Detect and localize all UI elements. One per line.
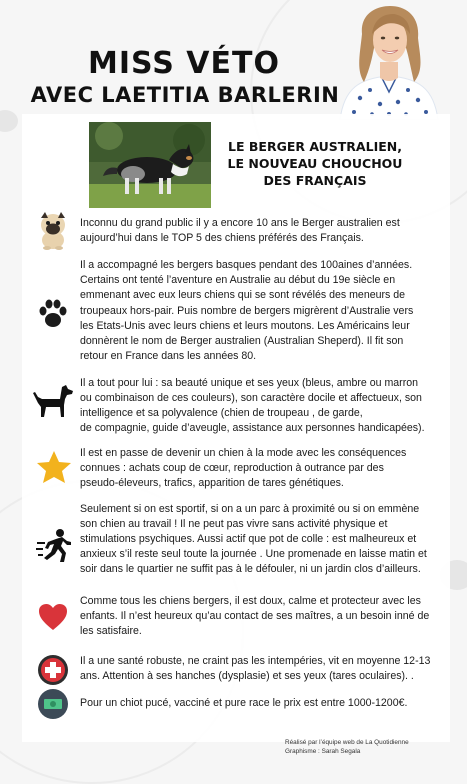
paragraph-line: emmenant avec eux leurs chiens qui se sont révélés des meneurs de [80, 289, 406, 302]
paragraph-line: aujourd’hui dans le TOP 5 des chiens préférés des Français. [80, 232, 364, 244]
paragraph-activity [80, 502, 427, 577]
banknote-icon [37, 688, 69, 720]
paragraph-line: son chien au travail ! Il ne peut pas vivre sans activité physique et [80, 518, 388, 530]
headline-line: DES FRANÇAIS [263, 173, 367, 188]
paragraph-line: soir dans le quartier ne suffit pas à le défouler, ni un jardin clos d’ailleurs. [80, 563, 421, 575]
dog-silhouette-icon [32, 383, 74, 419]
paragraph-line: Il est en passe de devenir un chien à la mode avec les conséquences [80, 447, 407, 459]
paragraph-fashion [80, 446, 420, 491]
star-icon [36, 450, 72, 484]
paragraph-line: retour en France dans les années 80. [80, 350, 257, 363]
running-person-icon [36, 528, 72, 564]
credits-line: Graphisme : Sarah Segala [285, 748, 361, 755]
paragraph-line: Comme tous les chiens bergers, il est doux, calme et protecteur avec les [80, 595, 421, 607]
paragraph-line: les Etats-Unis avec leurs chiens et leurs moutons. Les Américains leur [80, 319, 410, 332]
paragraph-line: pseudo-éleveurs, trafics, apparition de tares génétiques. [80, 477, 344, 489]
paragraph-line: anxieux s’il reste seul toute la journée . Une promenade en laisse matin et [80, 548, 427, 560]
host-portrait [330, 4, 448, 120]
paragraph-temperament [80, 594, 430, 639]
paragraph-line: connues : achats coup de cœur, reproduction à outrance par des [80, 462, 384, 474]
pug-dog-icon [36, 210, 70, 250]
article-headline [215, 138, 415, 189]
australian-shepherd-photo [89, 122, 211, 208]
paragraph-price [80, 696, 420, 711]
paragraph-line: les satisfaire. [80, 625, 142, 637]
paragraph-line: Il a une santé robuste, ne craint pas les intempéries, vit en moyenne 12-13 [80, 655, 431, 667]
paragraph-line: troupeaux hors-pair. Puis nombre de bergers migrèrent d’Australie vers [80, 304, 414, 317]
paragraph-line: stimulations psychiques. Aussi actif que pot de colle : est malheureux et [80, 533, 417, 545]
page-subtitle: AVEC LAETITIA BARLERIN [30, 83, 340, 107]
paragraph-line: enfants. Il n’est heureux qu’au contact de ses maîtres, a un besoin inné de [80, 610, 430, 622]
credits [285, 738, 409, 756]
credits-line: Réalisé par l’équipe web de La Quotidienne [285, 739, 409, 746]
paragraph-line: Il a tout pour lui : sa beauté unique et ses yeux (bleus, ambre ou marron [80, 377, 419, 389]
paragraph-line: ou combinaison de ces couleurs), son caractère docile et affectueux, son [80, 392, 422, 404]
health-cross-icon [37, 654, 69, 686]
paragraph-line: Pour un chiot pucé, vacciné et pure race le prix est entre 1000-1200€. [80, 697, 408, 709]
paragraph-line: intelligence et sa polyvalence (chien de troupeau , de garde, [80, 407, 363, 419]
paragraph-line: Il a accompagné les bergers basques pendant des 100aines d’années. [80, 259, 413, 271]
paragraph-health [80, 654, 431, 684]
paragraph-line: de compagnie, guide d’aveugle, assistance aux personnes handicapées). [80, 422, 425, 434]
paragraph-qualities [80, 376, 425, 436]
paragraph-line: Certains ont tenté l’aventure en Australie au début du 19e siècle en [80, 274, 396, 287]
heart-icon [38, 603, 68, 631]
headline-line: LE BERGER AUSTRALIEN, [228, 139, 402, 154]
paragraph-history [80, 258, 420, 364]
paragraph-line: Inconnu du grand public il y a encore 10 ans le Berger australien est [80, 217, 400, 229]
page-header [0, 0, 467, 120]
headline-line: LE NOUVEAU CHOUCHOU [227, 156, 403, 171]
paragraph-line: Seulement si on est sportif, si on a un parc à proximité ou si on emmène [80, 503, 420, 515]
page-title: MISS VÉTO [87, 46, 280, 81]
paragraph-line: donnèrent le nom de Berger australien (Australian Sheperd). Il fit son [80, 335, 404, 348]
paragraph-line: ans. Attention à ses hanches (dysplasie) et ses yeux (tares oculaires). . [80, 670, 414, 682]
paragraph-popularity [80, 216, 420, 246]
paw-print-icon [38, 298, 68, 330]
